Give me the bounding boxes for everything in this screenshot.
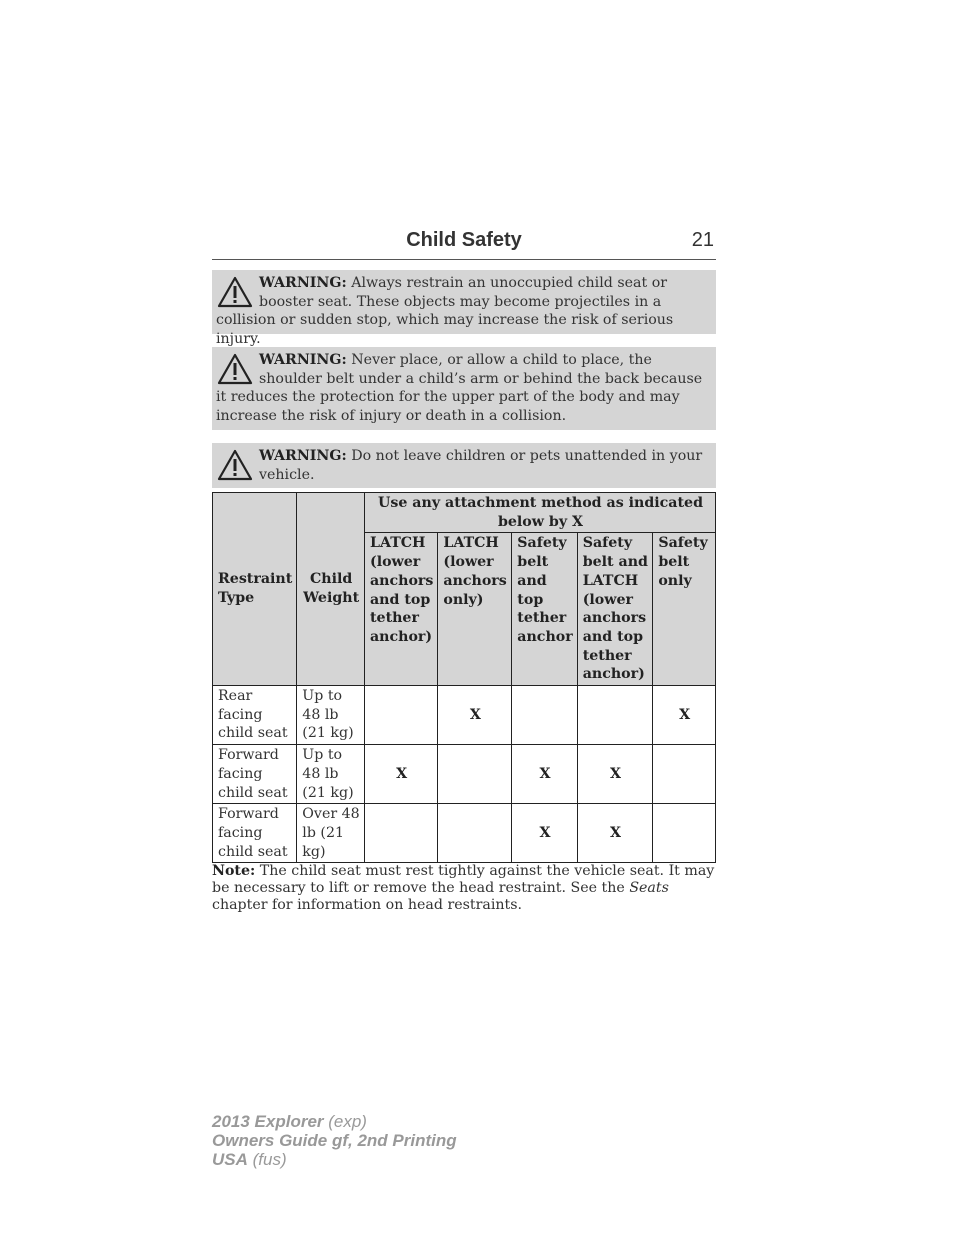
seats-chapter-reference: Seats (629, 880, 669, 896)
method-mark-cell (364, 804, 437, 863)
page-footer (212, 1112, 457, 1169)
column-header-child-weight: Child Weight (297, 493, 365, 686)
attachment-method-table (212, 492, 716, 863)
method-mark-cell: X (653, 686, 716, 745)
method-mark-cell: X (512, 745, 577, 804)
restraint-type-cell: Rear facing child seat (213, 686, 297, 745)
page-number: 21 (691, 229, 714, 251)
warning-label: WARNING: (259, 275, 347, 291)
warning-text: Never place, or allow a child to place, the shoulder belt under a child’s arm or behind the back because it reduces the protection for the upper part of the body and may increase the risk of injury or death in a collision. (216, 352, 703, 425)
child-weight-cell: Up to 48 lb (21 kg) (297, 686, 365, 745)
footer-model-code: (exp) (323, 1112, 367, 1131)
restraint-type-cell: Forward facing child seat (213, 804, 297, 863)
table-row (213, 804, 716, 863)
column-header-method: LATCH (lower anchors and top tether anchor) (364, 533, 437, 686)
footer-market-code: (fus) (247, 1150, 287, 1169)
method-mark-cell (577, 686, 653, 745)
method-mark-cell (438, 804, 512, 863)
column-group-header: Use any attachment method as indicated below by X (364, 493, 715, 533)
warning-text: Always restrain an unoccupied child seat or booster seat. These objects may become projectiles in a collision or sudden stop, which may increase the risk of serious injury. (216, 275, 674, 348)
column-header-restraint-type: Restraint Type (213, 493, 297, 686)
method-mark-cell (364, 686, 437, 745)
method-mark-cell (653, 745, 716, 804)
warning-triangle-icon (216, 275, 254, 309)
method-mark-cell (512, 686, 577, 745)
method-mark-cell: X (364, 745, 437, 804)
warning-box (212, 347, 716, 430)
method-mark-cell: X (577, 745, 653, 804)
footer-guide: Owners Guide gf, 2nd Printing (212, 1131, 457, 1150)
warning-text: Do not leave children or pets unattended in your vehicle. (259, 448, 703, 483)
note-label: Note: (212, 863, 256, 879)
child-weight-cell: Over 48 lb (21 kg) (297, 804, 365, 863)
warning-label: WARNING: (259, 352, 347, 368)
column-header-method: Safety belt and LATCH (lower anchors and top tether anchor) (577, 533, 653, 686)
method-mark-cell: X (438, 686, 512, 745)
column-header-method: LATCH (lower anchors only) (438, 533, 512, 686)
method-mark-cell: X (512, 804, 577, 863)
page-title: Child Safety (406, 229, 522, 251)
note-paragraph (212, 863, 716, 914)
restraint-type-cell: Forward facing child seat (213, 745, 297, 804)
footer-model: 2013 Explorer (212, 1112, 324, 1131)
column-header-method: Safety belt and top tether anchor (512, 533, 577, 686)
method-mark-cell (438, 745, 512, 804)
warning-triangle-icon (216, 448, 254, 482)
method-mark-cell: X (577, 804, 653, 863)
footer-market: USA (212, 1150, 248, 1169)
column-header-method: Safety belt only (653, 533, 716, 686)
note-text: The child seat must rest tightly against the vehicle seat. It may be necessary to lift or remove the head restraint. See the (212, 863, 715, 896)
table-row (213, 686, 716, 745)
table-row (213, 745, 716, 804)
child-weight-cell: Up to 48 lb (21 kg) (297, 745, 365, 804)
method-mark-cell (653, 804, 716, 863)
page-header (212, 229, 716, 260)
warning-box (212, 270, 716, 348)
note-text: chapter for information on head restraints. (212, 897, 523, 913)
warning-label: WARNING: (259, 448, 347, 464)
warning-box (212, 443, 716, 488)
warning-triangle-icon (216, 352, 254, 386)
